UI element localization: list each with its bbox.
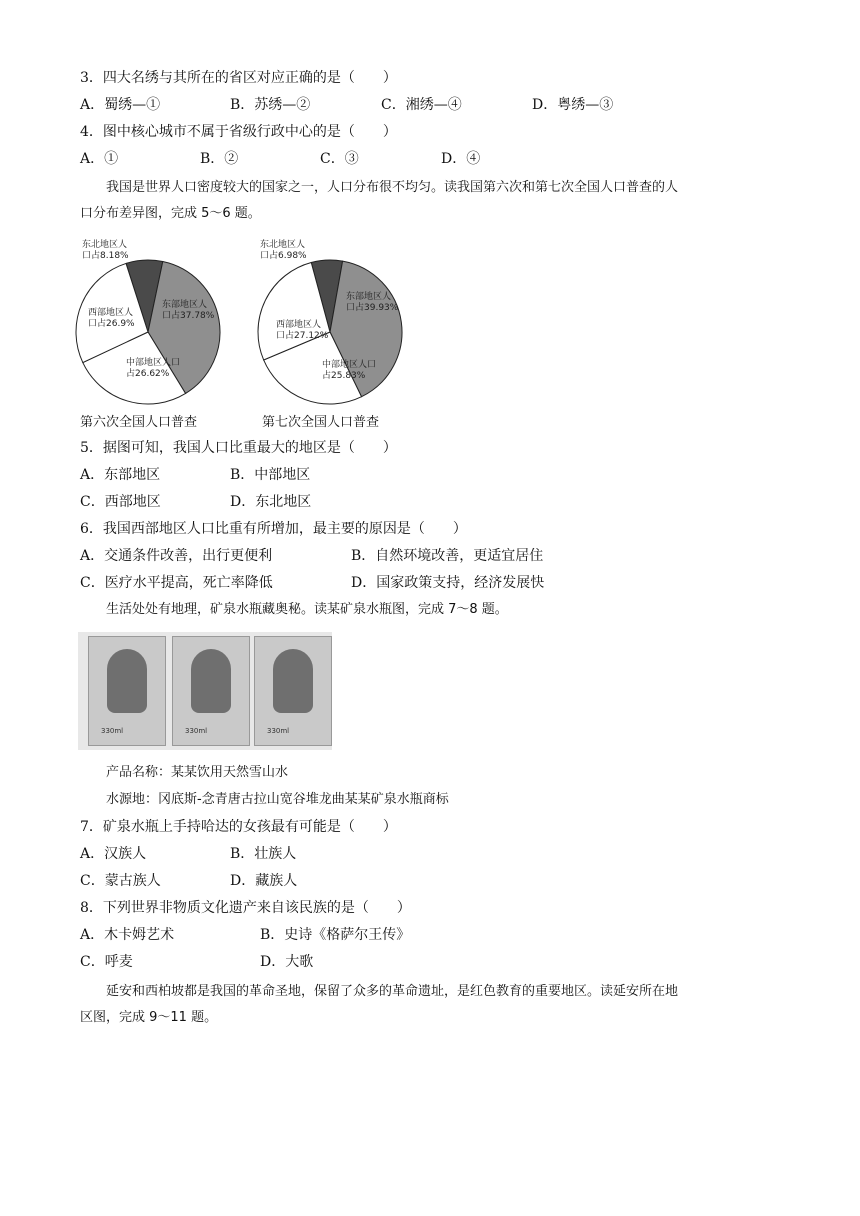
- question-4-option-c[interactable]: C．③: [320, 151, 359, 167]
- question-6-option-b[interactable]: B．自然环境改善，更适宜居住: [351, 548, 544, 564]
- question-8-option-c[interactable]: C．呼麦: [80, 954, 133, 970]
- question-8-stem: 8．下列世界非物质文化遗产来自该民族的是（ ）: [80, 900, 411, 916]
- pie2-label-east: 东部地区人 口占39.93%: [346, 292, 399, 313]
- question-5-option-b[interactable]: B．中部地区: [230, 467, 311, 483]
- pie2-caption: 第七次全国人口普查: [262, 415, 380, 430]
- question-3-option-a[interactable]: A．蜀绣—①: [80, 97, 161, 113]
- question-5-option-c[interactable]: C．西部地区: [80, 494, 161, 510]
- intro-5-6-line-1: 我国是世界人口密度较大的国家之一，人口分布很不均匀。读我国第六次和第七次全国人口普查的人: [106, 180, 679, 195]
- mineral-water-bottle-image: [78, 632, 332, 750]
- pie-charts-figure: [70, 232, 420, 412]
- question-7-option-c[interactable]: C．蒙古族人: [80, 873, 161, 889]
- pie1-label-northeast: 东北地区人 口占8.18%: [82, 240, 129, 261]
- intro-9-11-line-2: 区图，完成 9～11 题。: [80, 1010, 218, 1025]
- question-6-option-a[interactable]: A．交通条件改善，出行更便利: [80, 548, 273, 564]
- bottle-1: 330ml: [88, 636, 166, 746]
- question-8-option-b[interactable]: B．史诗《格萨尔王传》: [260, 927, 411, 943]
- pie1-label-central: 中部地区人口 占26.62%: [126, 358, 181, 379]
- question-7-option-d[interactable]: D．藏族人: [230, 873, 298, 889]
- question-3-stem: 3．四大名绣与其所在的省区对应正确的是（ ）: [80, 70, 397, 86]
- pie1-caption: 第六次全国人口普查: [80, 415, 198, 430]
- question-7-option-b[interactable]: B．壮族人: [230, 846, 297, 862]
- question-3-option-d[interactable]: D．粤绣—③: [532, 97, 614, 113]
- question-5-option-a[interactable]: A．东部地区: [80, 467, 161, 483]
- pie2-label-central: 中部地区人口 占25.83%: [322, 360, 377, 381]
- question-8-option-a[interactable]: A．木卡姆艺术: [80, 927, 175, 943]
- question-5-option-d[interactable]: D．东北地区: [230, 494, 312, 510]
- question-6-option-d[interactable]: D．国家政策支持，经济发展快: [351, 575, 545, 591]
- bottle-3: 330ml: [254, 636, 332, 746]
- pie1-label-west: 西部地区人 口占26.9%: [88, 308, 135, 329]
- question-7-option-a[interactable]: A．汉族人: [80, 846, 147, 862]
- question-3-option-c[interactable]: C．湘绣—④: [381, 97, 462, 113]
- question-5-stem: 5．据图可知，我国人口比重最大的地区是（ ）: [80, 440, 397, 456]
- intro-5-6-line-2: 口分布差异图，完成 5～6 题。: [80, 206, 261, 221]
- question-7-stem: 7．矿泉水瓶上手持哈达的女孩最有可能是（ ）: [80, 819, 397, 835]
- question-4-option-b[interactable]: B．②: [200, 151, 239, 167]
- pie1-label-east: 东部地区人 口占37.78%: [162, 300, 215, 321]
- pie2-label-west: 西部地区人 口占27.12%: [276, 320, 329, 341]
- question-4-stem: 4．图中核心城市不属于省级行政中心的是（ ）: [80, 124, 397, 140]
- product-source: 水源地：冈底斯-念青唐古拉山宽谷堆龙曲某某矿泉水瓶商标: [106, 792, 449, 807]
- question-6-stem: 6．我国西部地区人口比重有所增加，最主要的原因是（ ）: [80, 521, 467, 537]
- intro-7-8: 生活处处有地理，矿泉水瓶藏奥秘。读某矿泉水瓶图，完成 7～8 题。: [106, 602, 508, 617]
- question-4-option-a[interactable]: A．①: [80, 151, 119, 167]
- question-8-option-d[interactable]: D．大歌: [260, 954, 314, 970]
- question-3-option-b[interactable]: B．苏绣—②: [230, 97, 311, 113]
- intro-9-11-line-1: 延安和西柏坡都是我国的革命圣地，保留了众多的革命遗址，是红色教育的重要地区。读延安所在地: [106, 984, 679, 999]
- pie2-label-northeast: 东北地区人 口占6.98%: [260, 240, 307, 261]
- product-name: 产品名称：某某饮用天然雪山水: [106, 765, 289, 780]
- question-6-option-c[interactable]: C．医疗水平提高，死亡率降低: [80, 575, 273, 591]
- bottle-2: 330ml: [172, 636, 250, 746]
- question-4-option-d[interactable]: D．④: [441, 151, 481, 167]
